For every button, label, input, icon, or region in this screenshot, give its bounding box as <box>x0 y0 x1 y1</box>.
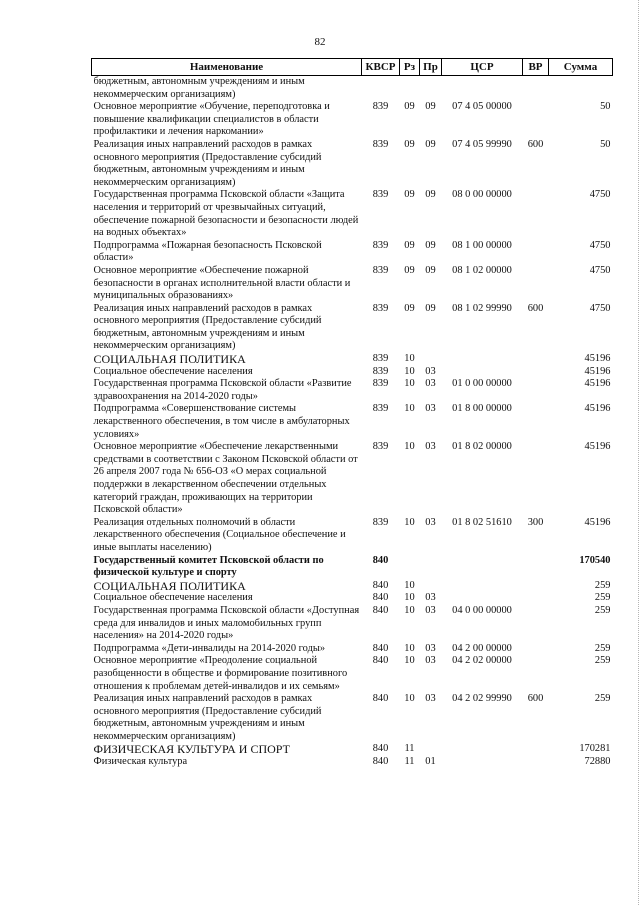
row-name: Государственный комитет Псковской области по физической культуре и спорту <box>93 554 324 579</box>
row-name: ФИЗИЧЕСКАЯ КУЛЬТУРА И СПОРТ <box>93 742 290 757</box>
row-kvsr: 839 <box>372 239 389 251</box>
row-csr <box>442 743 523 756</box>
row-csr: 04 2 02 99990 <box>452 693 512 705</box>
row-sum: 4750 <box>589 264 611 276</box>
table-row <box>92 139 613 189</box>
table-row <box>92 366 613 379</box>
row-vr <box>523 265 549 303</box>
row-csr: 08 0 00 00000 <box>452 189 512 201</box>
row-kvsr: 840 <box>372 655 389 667</box>
row-sum: 259 <box>594 693 611 705</box>
row-name: бюджетным, автономным учреждениям и иным некоммерческим организациям) <box>93 76 305 100</box>
row-vr <box>523 655 549 693</box>
row-csr: 01 8 00 00000 <box>452 403 512 415</box>
row-vr <box>523 240 549 265</box>
row-name: Реализация иных направлений расходов в рамках основного мероприятия (Предоставление субсидий бюджетным, автономным учреждениям и иным некоммерческим организациям) <box>93 693 322 742</box>
row-sum: 170540 <box>579 554 611 566</box>
row-pr: 09 <box>425 101 436 113</box>
row-rz: 10 <box>404 378 415 390</box>
row-pr: 09 <box>425 264 436 276</box>
row-vr <box>523 366 549 379</box>
row-kvsr: 839 <box>372 138 389 150</box>
row-sum: 259 <box>594 604 611 616</box>
header-pr: Пр <box>420 59 442 76</box>
row-pr: 09 <box>425 189 436 201</box>
row-rz: 10 <box>404 604 415 616</box>
row-rz: 09 <box>404 264 415 276</box>
row-csr <box>442 580 523 593</box>
table-row <box>92 643 613 656</box>
row-kvsr: 839 <box>372 441 389 453</box>
row-name: Государственная программа Псковской области «Доступная среда для инвалидов и иных маломобильных групп населения» на 2014-2020 годы» <box>93 604 360 642</box>
row-pr: 09 <box>425 138 436 150</box>
row-vr <box>523 441 549 517</box>
row-sum: 45196 <box>584 441 611 453</box>
row-csr <box>442 555 523 580</box>
row-kvsr: 839 <box>372 101 389 113</box>
row-csr: 04 2 00 00000 <box>452 642 512 654</box>
row-kvsr: 839 <box>372 365 389 377</box>
table-header-row <box>92 59 613 76</box>
row-rz: 10 <box>404 365 415 377</box>
row-pr: 09 <box>425 239 436 251</box>
row-pr <box>420 743 442 756</box>
table-row <box>92 353 613 366</box>
table-row <box>92 555 613 580</box>
row-csr <box>442 366 523 379</box>
row-vr <box>523 756 549 769</box>
table-row <box>92 441 613 517</box>
table-row <box>92 592 613 605</box>
row-name: Основное мероприятие «Обучение, переподготовка и повышение квалификации специалистов в области профилактики и лечения наркомании» <box>93 101 330 138</box>
row-sum <box>549 76 613 102</box>
row-csr: 04 2 02 00000 <box>452 655 512 667</box>
row-rz: 09 <box>404 239 415 251</box>
row-name: Подпрограмма «Совершенствование системы лекарственного обеспечения, в том числе в амбулаторных условиях» <box>93 403 350 440</box>
row-rz: 10 <box>404 441 415 453</box>
row-csr: 07 4 05 00000 <box>452 101 512 113</box>
row-kvsr: 839 <box>372 189 389 201</box>
table-row <box>92 76 613 102</box>
row-sum: 4750 <box>589 302 611 314</box>
row-pr <box>420 76 442 102</box>
row-csr: 08 1 02 99990 <box>452 302 512 314</box>
row-csr <box>442 76 523 102</box>
table-row <box>92 743 613 756</box>
row-kvsr: 839 <box>372 353 389 365</box>
row-rz: 10 <box>404 642 415 654</box>
row-csr <box>442 592 523 605</box>
row-rz: 11 <box>404 756 415 768</box>
row-sum: 45196 <box>584 403 611 415</box>
header-vr: ВР <box>523 59 549 76</box>
row-vr <box>523 378 549 403</box>
row-name: Государственная программа Псковской области «Защита населения и территорий от чрезвычайных ситуаций, обеспечение пожарной безопасности и безопасности людей на водных объектах» <box>93 189 359 239</box>
row-vr <box>523 555 549 580</box>
page-number: 82 <box>314 36 326 48</box>
row-kvsr: 840 <box>372 693 389 705</box>
row-vr <box>523 605 549 643</box>
row-pr: 01 <box>425 756 436 768</box>
row-vr: 600 <box>527 302 544 314</box>
row-name: Социальное обеспечение населения <box>93 592 253 604</box>
row-rz: 10 <box>404 693 415 705</box>
table-row <box>92 101 613 139</box>
row-name: Государственная программа Псковской области «Развитие здравоохранения на 2014-2020 годы» <box>93 378 352 402</box>
row-kvsr: 839 <box>372 302 389 314</box>
row-kvsr: 840 <box>372 592 389 604</box>
row-sum: 259 <box>594 592 611 604</box>
row-kvsr: 840 <box>372 554 389 566</box>
row-pr: 03 <box>425 441 436 453</box>
row-pr: 03 <box>425 516 436 528</box>
header-sum: Сумма <box>549 59 613 76</box>
row-vr: 600 <box>527 693 544 705</box>
row-kvsr: 840 <box>372 604 389 616</box>
row-vr: 300 <box>527 516 544 528</box>
header-csr: ЦСР <box>442 59 523 76</box>
page-edge-line <box>637 0 639 905</box>
table-row <box>92 403 613 441</box>
table-row <box>92 240 613 265</box>
row-sum: 4750 <box>589 189 611 201</box>
row-vr <box>523 189 549 239</box>
row-rz <box>400 555 420 580</box>
row-csr: 01 8 02 51610 <box>452 516 512 528</box>
table-row <box>92 756 613 769</box>
row-rz: 10 <box>404 655 415 667</box>
row-sum: 4750 <box>589 239 611 251</box>
row-kvsr: 840 <box>372 756 389 768</box>
table-row <box>92 580 613 593</box>
row-sum: 50 <box>600 101 611 113</box>
row-pr <box>420 353 442 366</box>
row-kvsr: 839 <box>372 516 389 528</box>
row-pr: 03 <box>425 604 436 616</box>
row-rz: 09 <box>404 302 415 314</box>
table-body <box>92 76 613 769</box>
row-kvsr <box>362 76 400 102</box>
row-rz: 09 <box>404 101 415 113</box>
row-name: Основное мероприятие «Обеспечение пожарной безопасности в органах исполнительной власти области и муниципальных образованиях» <box>93 264 351 302</box>
row-name: СОЦИАЛЬНАЯ ПОЛИТИКА <box>93 578 246 593</box>
row-name: Реализация иных направлений расходов в рамках основного мероприятия (Предоставление субсидий бюджетным, автономным учреждениям и иным некоммерческим организациям) <box>93 138 322 188</box>
row-sum: 50 <box>600 138 611 150</box>
row-rz: 11 <box>404 743 415 755</box>
header-name: Наименование <box>92 59 362 76</box>
table-row <box>92 693 613 743</box>
table-row <box>92 655 613 693</box>
row-name: Подпрограмма «Пожарная безопасность Псковской области» <box>93 239 322 264</box>
row-kvsr: 840 <box>372 579 389 591</box>
row-vr <box>523 101 549 139</box>
row-sum: 45196 <box>584 378 611 390</box>
header-rz: Рз <box>400 59 420 76</box>
row-csr: 01 8 02 00000 <box>452 441 512 453</box>
row-kvsr: 839 <box>372 264 389 276</box>
budget-table <box>91 58 613 769</box>
row-sum: 170281 <box>579 743 611 755</box>
table-row <box>92 189 613 239</box>
row-rz: 09 <box>404 189 415 201</box>
row-rz: 10 <box>404 579 415 591</box>
row-rz: 10 <box>404 592 415 604</box>
row-pr: 03 <box>425 403 436 415</box>
row-csr: 08 1 00 00000 <box>452 239 512 251</box>
row-sum: 45196 <box>584 353 611 365</box>
row-kvsr: 840 <box>372 743 389 755</box>
table-row <box>92 517 613 555</box>
row-pr: 03 <box>425 365 436 377</box>
table-row <box>92 303 613 353</box>
row-name: Подпрограмма «Дети-инвалиды на 2014-2020 годы» <box>93 642 326 654</box>
header-kvsr: КВСР <box>362 59 400 76</box>
row-vr <box>523 353 549 366</box>
row-sum: 259 <box>594 642 611 654</box>
row-csr: 01 0 00 00000 <box>452 378 512 390</box>
row-csr: 08 1 02 00000 <box>452 264 512 276</box>
row-vr <box>523 592 549 605</box>
row-sum: 259 <box>594 655 611 667</box>
row-rz: 09 <box>404 138 415 150</box>
table-row <box>92 378 613 403</box>
row-name: СОЦИАЛЬНАЯ ПОЛИТИКА <box>93 352 246 367</box>
row-csr: 07 4 05 99990 <box>452 138 512 150</box>
table-row <box>92 265 613 303</box>
row-csr: 04 0 00 00000 <box>452 604 512 616</box>
row-pr <box>420 555 442 580</box>
row-vr <box>523 743 549 756</box>
row-vr <box>523 403 549 441</box>
row-kvsr: 839 <box>372 403 389 415</box>
row-sum: 45196 <box>584 365 611 377</box>
row-rz <box>400 76 420 102</box>
row-pr: 03 <box>425 378 436 390</box>
row-name: Основное мероприятие «Обеспечение лекарственными средствами в соответствии с Законом Псковской области от 26 апреля 2007 года № 656-ОЗ «О мерах социальной поддержки в лекарственном обеспечении отдельных категорий граждан, проживающих на территории Псковской области» <box>93 441 358 516</box>
row-name: Основное мероприятие «Преодоление социальной разобщенности в обществе и формирование позитивного отношения к проблемам детей-инвалидов и их семьям» <box>93 655 348 692</box>
row-name: Реализация иных направлений расходов в рамках основного мероприятия (Предоставление субсидий бюджетным, автономным учреждениям и иным некоммерческим организациям) <box>93 302 322 352</box>
row-pr: 09 <box>425 302 436 314</box>
row-rz: 10 <box>404 353 415 365</box>
row-sum: 72880 <box>584 756 611 768</box>
row-vr <box>523 580 549 593</box>
row-vr: 600 <box>527 138 544 150</box>
row-pr: 03 <box>425 642 436 654</box>
row-rz: 10 <box>404 403 415 415</box>
row-name: Физическая культура <box>93 756 188 768</box>
row-sum: 259 <box>594 579 611 591</box>
row-pr <box>420 580 442 593</box>
row-name: Социальное обеспечение населения <box>93 365 253 377</box>
row-rz: 10 <box>404 516 415 528</box>
row-pr: 03 <box>425 693 436 705</box>
row-kvsr: 840 <box>372 642 389 654</box>
row-pr: 03 <box>425 655 436 667</box>
table-row <box>92 605 613 643</box>
row-kvsr: 839 <box>372 378 389 390</box>
row-sum: 45196 <box>584 516 611 528</box>
row-name: Реализация отдельных полномочий в области лекарственного обеспечения (Социальное обеспечение и иные выплаты населению) <box>93 516 346 553</box>
row-pr: 03 <box>425 592 436 604</box>
row-csr <box>442 756 523 769</box>
row-csr <box>442 353 523 366</box>
row-vr <box>523 643 549 656</box>
row-vr <box>523 76 549 102</box>
